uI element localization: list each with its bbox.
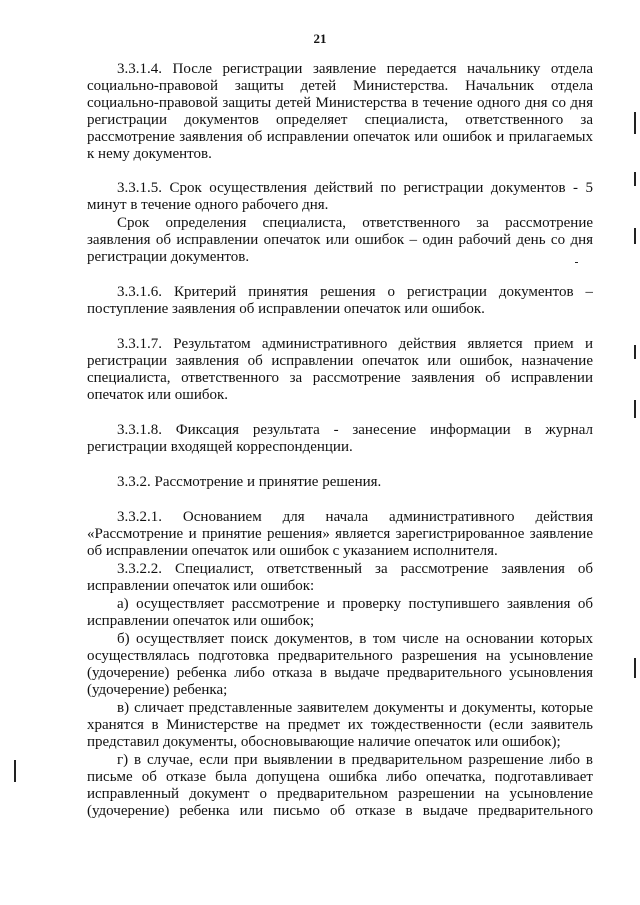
text-line: регистрации входящей корреспонденции.	[87, 439, 353, 455]
scan-mark	[634, 658, 636, 678]
text-line: рассмотрение заявления об исправлении опечаток или ошибок и прилагаемых	[87, 129, 593, 145]
scan-mark	[634, 345, 636, 359]
text-line: специалиста, ответственного за рассмотрение заявления об исправлении	[87, 370, 593, 386]
text-line: (удочерение) ребенка либо отказа в выдаче предварительного усыновления	[87, 665, 593, 681]
text-line: а) осуществляет рассмотрение и проверку поступившего заявления об	[117, 596, 593, 612]
text-line: осуществлялась подготовка предварительного разрешения на усыновление	[87, 648, 593, 664]
text-line: к нему документов.	[87, 146, 212, 162]
text-line: поступление заявления об исправлении опечаток или ошибок.	[87, 301, 485, 317]
text-line: г) в случае, если при выявлении в предварительном разрешение либо в	[117, 752, 593, 768]
text-line: 3.3.2.2. Специалист, ответственный за рассмотрение заявления об	[117, 561, 593, 577]
text-line: минут в течение одного рабочего дня.	[87, 197, 329, 213]
text-line: Срок определения специалиста, ответственного за рассмотрение	[117, 215, 593, 231]
text-line: исправлении опечаток или ошибок;	[87, 613, 315, 629]
scan-mark	[14, 760, 16, 782]
scan-mark	[634, 228, 636, 244]
text-line: об исправлении опечаток или ошибок с указанием исполнителя.	[87, 543, 498, 559]
text-line: 3.3.1.5. Срок осуществления действий по регистрации документов - 5	[117, 180, 593, 196]
text-line: представил документы, обосновывающие наличие опечаток или ошибок);	[87, 734, 561, 750]
page-number: 21	[313, 31, 327, 46]
text-line: регистрации документов определяет специалиста, ответственного за	[87, 112, 593, 128]
text-line: опечаток или ошибок.	[87, 387, 229, 403]
text-line: «Рассмотрение и принятие решения» является зарегистрированное заявление	[87, 526, 593, 542]
text-line: письме об отказе была допущена ошибка либо опечатка, подготавливает	[87, 769, 593, 785]
text-line: (удочерение) ребенка или письмо об отказе в выдаче предварительного	[87, 803, 593, 819]
text-line: регистрации заявления об исправлении опечаток или ошибок, назначение	[87, 353, 593, 369]
text-line: 3.3.1.7. Результатом административного действия является прием и	[117, 336, 593, 352]
scan-mark	[634, 172, 636, 186]
scan-mark	[575, 262, 578, 263]
text-line: (удочерение) ребенка;	[87, 682, 228, 698]
text-line: заявления об исправлении опечаток или ошибок – один рабочий день со дня	[87, 232, 593, 248]
text-line: 3.3.2.1. Основанием для начала административного действия	[117, 509, 593, 525]
text-line: социально-правовой защиты детей Министерства. Начальник отдела	[87, 78, 593, 94]
scan-mark	[634, 400, 636, 418]
text-line: 3.3.1.4. После регистрации заявление передается начальнику отдела	[117, 61, 593, 77]
text-line: исправленный документ о предварительном разрешении на усыновление	[87, 786, 593, 802]
text-line: 3.3.1.8. Фиксация результата - занесение информации в журнал	[117, 422, 593, 438]
scan-mark	[634, 112, 636, 134]
section-heading: 3.3.2. Рассмотрение и принятие решения.	[117, 474, 382, 490]
text-line: в) сличает представленные заявителем документы и документы, которые	[117, 700, 593, 716]
text-line: регистрации документов.	[87, 249, 250, 265]
text-line: хранятся в Министерстве на предмет их тождественности (если заявитель	[87, 717, 593, 733]
text-line: исправлении опечаток или ошибок:	[87, 578, 315, 594]
text-line: социально-правовой защиты детей Министерства в течение одного дня со дня	[87, 95, 593, 111]
text-line: б) осуществляет поиск документов, в том числе на основании которых	[117, 631, 593, 647]
text-line: 3.3.1.6. Критерий принятия решения о регистрации документов –	[117, 284, 593, 300]
